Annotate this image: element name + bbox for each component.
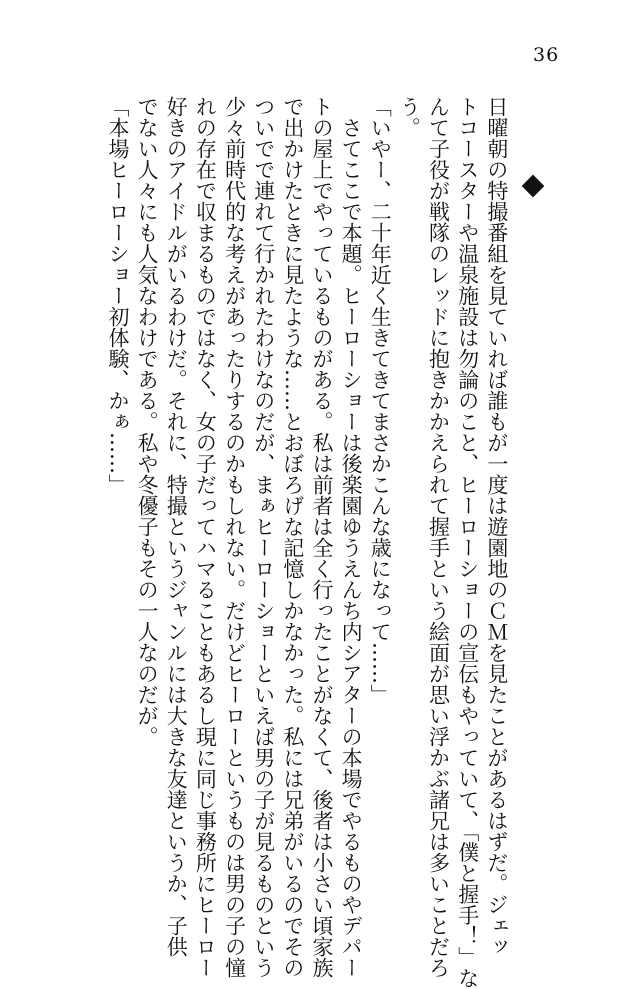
vertical-text-body [106, 96, 509, 989]
text-line: で出かけたときに見たような……とおぼろげな記憶しかなかった。私には兄弟がいるのでその [280, 96, 305, 978]
text-line: 少々前時代的な考えがあったりするのかもしれない。だけどヒーローというものは男の子の憧 [222, 96, 247, 978]
text-line: 「いやー、二十年近く生きてきてまさかこんな歳になって……」 [368, 96, 393, 705]
text-line: でない人々にも人気なわけである。私や冬優子もその一人なのだが。 [135, 96, 160, 747]
text-line: トの屋上でやっているものがある。私は前者は全く行ったことがなくて、後者は小さい頃家族 [309, 96, 334, 978]
text-line: さてここで本題。ヒーローショーは後楽園ゆうえんち内シアターの本場でやるものやデパー [339, 96, 364, 978]
text-line: 日曜朝の特撮番組を見ていれば誰もが一度は遊園地のＣＭを見たことがあるはずだ。ジェッ [484, 96, 509, 957]
text-line: れの存在で収まるものではなく、女の子だってハマることもあるし現に同じ事務所にヒーロー [193, 96, 218, 978]
text-line: トコースターや温泉施設は勿論のこと、ヒーローショーの宣伝もやっていて、「僕と握手！」な [455, 96, 480, 989]
text-line: う。 [397, 96, 422, 138]
text-line: ついでで連れて行かれたわけなのだが、まぁヒーローショーといえば男の子が見るものという [251, 96, 276, 978]
section-break-diamond-icon [522, 175, 545, 198]
page-number: 36 [533, 44, 560, 66]
text-line: んて子役が戦隊のレッドに抱きかかえられて握手という絵面が思い浮かぶ諸兄は多いことだろ [426, 96, 451, 978]
text-line: 「本場ヒーローショー初体験、かぁ……」 [106, 96, 130, 495]
text-line: 好きのアイドルがいるわけだ。それに、特撮というジャンルには大きな友達というか、子供 [164, 96, 189, 957]
